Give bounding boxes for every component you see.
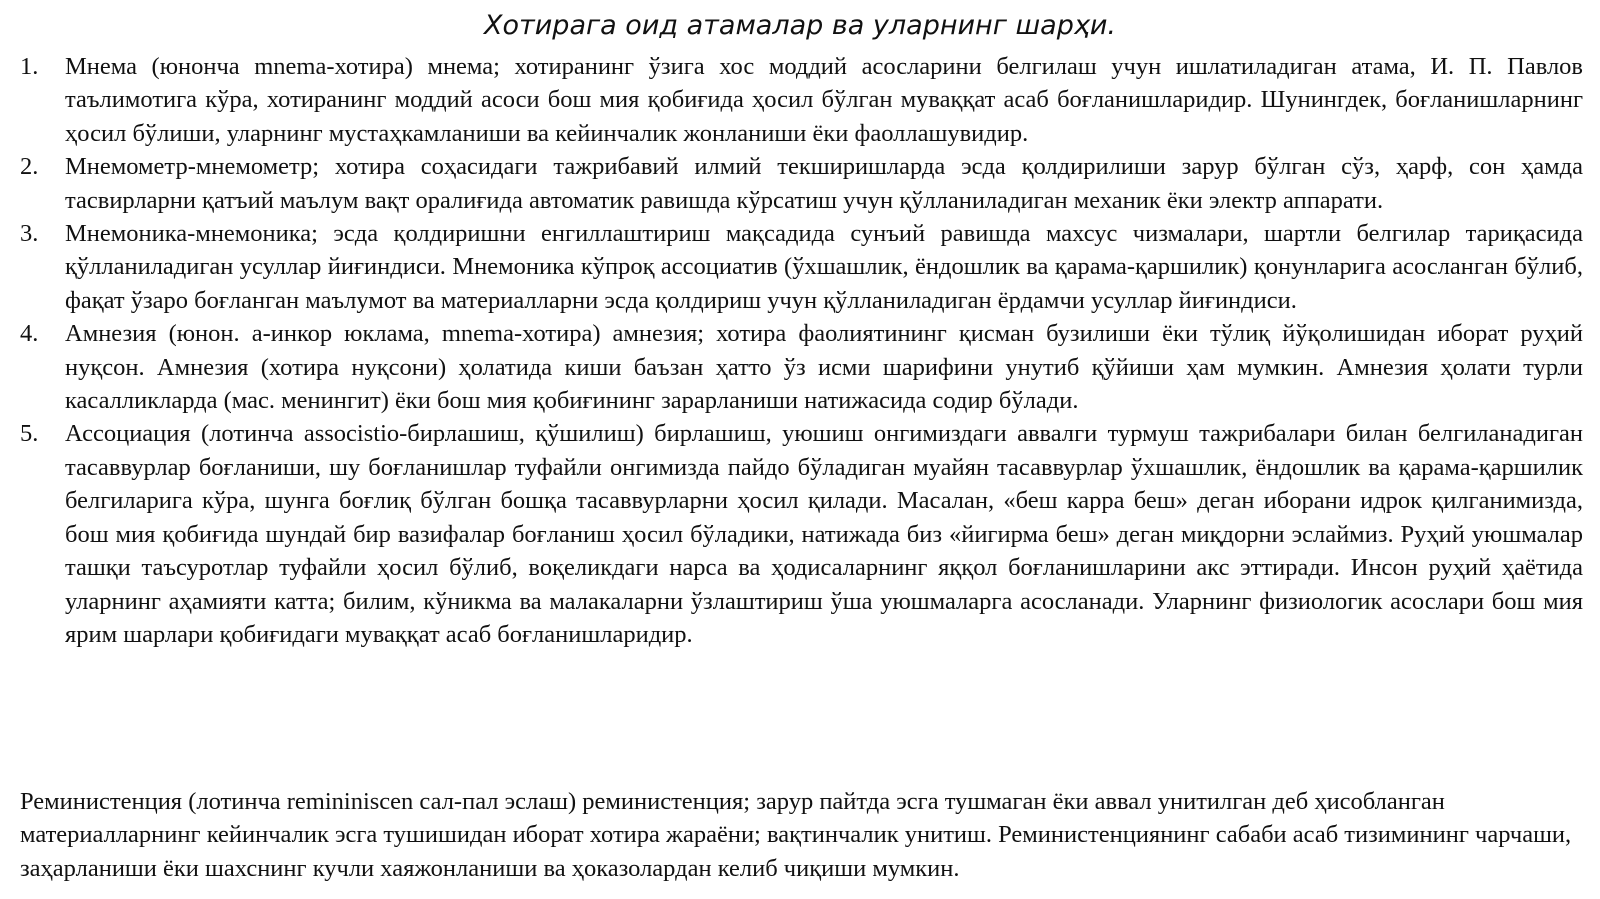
list-item bbox=[0, 217, 1600, 317]
list-item-number: 4. bbox=[20, 320, 39, 348]
list-item-text: Мнемоника-мнемоника; эсда қолдиришни енгиллаштириш мақсадида сунъий равишда махсус чизмалари, шартли белгилар тариқасида қўлланиладиган усуллар йиғиндиси. Мнемоника кўпроқ ассоциатив (ўхшашлик, ёндошлик ва қарама-қаршилик) қонунларига асосланган бўлиб, фақат ўзаро боғланган маълумот ва материалларни эсда қолдириш учун қўлланиладиган ёрдамчи усуллар йиғиндиси. bbox=[65, 220, 1583, 314]
list-item bbox=[0, 317, 1600, 417]
list-item-number: 3. bbox=[20, 220, 39, 248]
list-item-number: 2. bbox=[20, 153, 39, 181]
list-item-number: 1. bbox=[20, 53, 39, 80]
list-item-text: Ассоциация (лотинча associstio-бирлашиш, қўшилиш) бирлашиш, уюшиш онгимиздаги аввалги турмуш тажрибалари билан белгиланадиган тасаввурлар боғланиши, шу боғланишлар туфайли онгимизда пайдо бўладиган муайян тасаввурлар ўхшашлик, ёндошлик ва қарама-қаршилик белгиларига кўра, шунга боғлиқ бўлган бошқа тасаввурларни ҳосил қилади. Масалан, «беш карра беш» деган иборани идрок қилганимизда, бош мия қобиғида шундай бир вазифалар боғланиш ҳосил бўладики, натижада биз «йигирма беш» деган миқдорни эслаймиз. Руҳий уюшмалар ташқи таъсуротлар туфайли ҳосил бўлиб, воқеликдаги нарса ва ҳодисаларнинг яққол боғланишларини акс эттиради. Инсон руҳий ҳаётида уларнинг аҳамияти катта; билим, кўникма ва малакаларни ўзлаштириш ўша уюшмаларга асосланади. Уларнинг физиологик асослари бош мия ярим шарлари қобиғидаги муваққат асаб боғланишларидир. bbox=[65, 420, 1583, 648]
trailing-paragraph: Реминистенция (лотинча remininiscen сал-пал эслаш) реминистенция; зарур пайтда эсга тушмаган ёки аввал унитилган деб ҳисобланган материалларнинг кейинчалик эсга тушишидан иборат хотира жараёни; вақтинчалик унитиш. Реминистенциянинг сабаби асаб тизимининг чарчаши, заҳарланиши ёки шахснинг кучли хаяжонланиши ва ҳоказолардан келиб чиқиши мумкин. bbox=[20, 788, 1572, 882]
list-item-text: Мнема (юнонча mnema-хотира) мнема; хотиранинг ўзига хос моддий асосларини белгилаш учун ишлатиладиган атама, И. П. Павлов таълимотига кўра, хотиранинг моддий асоси бош мия қобиғида ҳосил бўлган муваққат асаб боғланишларидир. Шунингдек, боғланишларнинг ҳосил бўлиши, уларнинг мустаҳкамланиши ва кейинчалик жонланиши ёки фаоллашувидир. bbox=[65, 53, 1583, 147]
list-item bbox=[0, 50, 1600, 150]
terms-list bbox=[0, 50, 1600, 651]
list-item-text: Амнезия (юнон. а-инкор юклама, mnema-хотира) амнезия; хотира фаолиятининг қисман бузилиши ёки тўлиқ йўқолишидан иборат руҳий нуқсон. Амнезия (хотира нуқсони) ҳолатида киши баъзан ҳатто ўз исми шарифини унутиб қўйиши ҳам мумкин. Амнезия ҳолати турли касалликларда (мас. менингит) ёки бош мия қобиғининг зарарланиши натижасида содир бўлади. bbox=[65, 320, 1583, 415]
list-item-number: 5. bbox=[20, 420, 39, 448]
list-item-text: Мнемометр-мнемометр; хотира соҳасидаги тажрибавий илмий текширишларда эсда қолдирилиши зарур бўлган сўз, ҳарф, сон ҳамда тасвирларни қатъий маълум вақт оралиғида автоматик равишда кўрсатиш учун қўлланиладиган механик ёки электр аппарати. bbox=[65, 153, 1583, 214]
list-item bbox=[0, 417, 1600, 651]
list-item bbox=[0, 150, 1600, 217]
document-title: Хотирага оид атамалар ва уларнинг шарҳи. bbox=[484, 10, 1116, 41]
